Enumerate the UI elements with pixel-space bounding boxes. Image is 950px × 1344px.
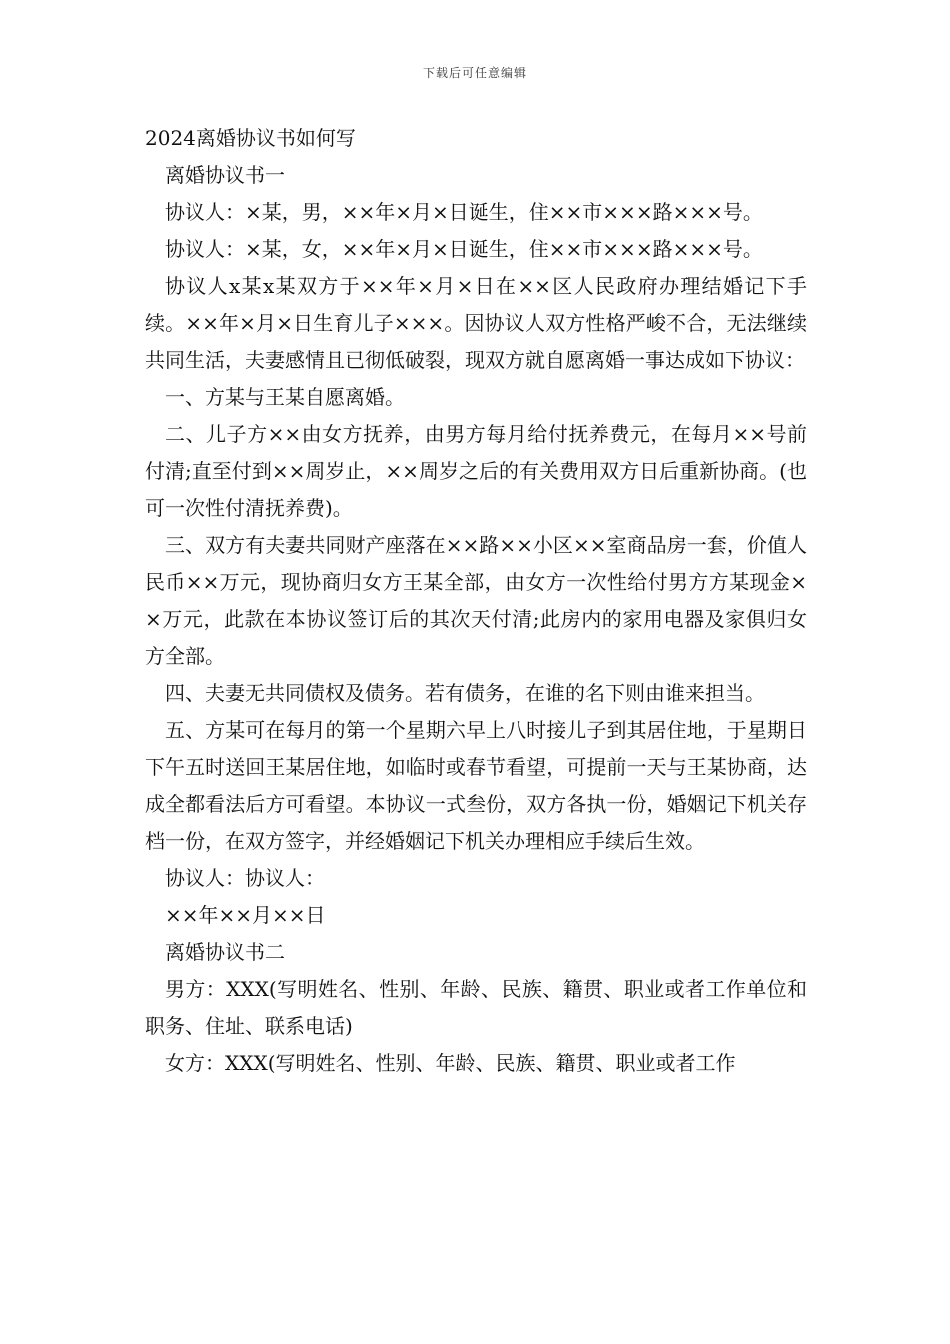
clause-2: 二、儿子方××由女方抚养，由男方每月给付抚养费元，在每月××号前付清;直至付到××周岁止，××周岁之后的有关费用双方日后重新协商。(也可一次性付清抚养费)。 <box>145 422 807 520</box>
party-male-line: 协议人：×某，男，××年×月×日诞生，住××市×××路×××号。 <box>165 200 763 224</box>
section-heading-2: 离婚协议书二 <box>165 940 285 964</box>
document-body <box>145 120 807 1082</box>
section-heading-1: 离婚协议书一 <box>165 163 285 187</box>
clause-3: 三、双方有夫妻共同财产座落在××路××小区××室商品房一套，价值人民币××万元，现协商归女方王某全部，由女方一次性给付男方方某现金××万元，此款在本协议签订后的其次天付清;此房内的家用电器及家俱归女方全部。 <box>145 533 807 668</box>
clause-5: 五、方某可在每月的第一个星期六早上八时接儿子到其居住地，于星期日下午五时送回王某居住地，如临时或春节看望，可提前一天与王某协商，达成全都看法后方可看望。本协议一式叁份，双方各执一份，婚姻记下机关存档一份，在双方签字，并经婚姻记下机关办理相应手续后生效。 <box>145 718 807 853</box>
clause-4: 四、夫妻无共同债权及债务。若有债务，在谁的名下则由谁来担当。 <box>165 681 765 705</box>
signature-line: 协议人：协议人： <box>165 866 325 890</box>
clause-1: 一、方某与王某自愿离婚。 <box>165 385 405 409</box>
female-party-info: 女方：XXX(写明姓名、性别、年龄、民族、籍贯、职业或者工作 <box>165 1051 736 1075</box>
preamble-paragraph: 协议人x某x某双方于××年×月×日在××区人民政府办理结婚记下手续。××年×月×日生育儿子×××。因协议人双方性格严峻不合，无法继续共同生活，夫妻感情且已彻低破裂，现双方就自愿离婚一事达成如下协议： <box>145 274 807 372</box>
document-title: 2024离婚协议书如何写 <box>145 126 356 150</box>
male-party-info: 男方：XXX(写明姓名、性别、年龄、民族、籍贯、职业或者工作单位和职务、住址、联系电话) <box>145 977 807 1038</box>
page-header: 下载后可任意编辑 <box>422 66 527 80</box>
date-line: ××年××月××日 <box>165 903 326 927</box>
party-female-line: 协议人：×某，女，××年×月×日诞生，住××市×××路×××号。 <box>165 237 763 261</box>
